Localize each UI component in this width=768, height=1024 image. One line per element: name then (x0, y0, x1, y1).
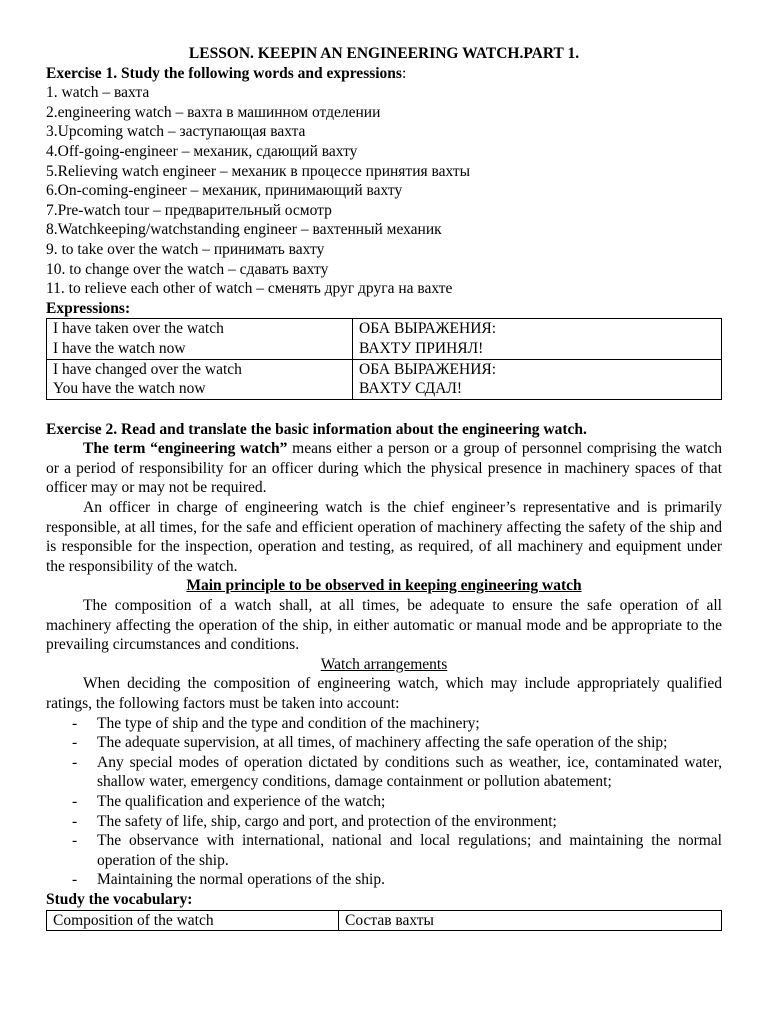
spacer (46, 400, 722, 420)
expression-ru: ВАХТУ СДАЛ! (359, 380, 463, 398)
paragraph-arrangements: When deciding the composition of engineering watch, which may include appropriately qualified ratings, the following factors must be taken into account: (46, 675, 722, 712)
expression-ru: ОБА ВЫРАЖЕНИЯ: (359, 320, 497, 338)
table-row (47, 910, 722, 931)
list-item (46, 733, 722, 753)
exercise1-heading-text: Exercise 1. Study the following words and expressions (46, 64, 402, 82)
list-item (46, 812, 722, 832)
list-item: 9. to take over the watch – принимать вахту (46, 240, 325, 258)
factor-text: The safety of life, ship, cargo and port, and protection of the environment; (97, 812, 557, 830)
list-item (46, 831, 722, 870)
list-item (46, 792, 722, 812)
vocabulary-heading: Study the vocabulary: (46, 890, 193, 908)
factors-list (46, 714, 722, 890)
principle-heading: Main principle to be observed in keeping engineering watch (186, 577, 582, 595)
vocabulary-table (46, 910, 722, 932)
dash-marker: - (72, 753, 78, 771)
dash-marker: - (72, 832, 78, 850)
arrangements-heading: Watch arrangements (320, 655, 448, 673)
factor-text: The observance with international, national and local regulations; and maintaining the normal operation of the ship. (97, 832, 722, 869)
factor-text: The adequate supervision, at all times, of machinery affecting the safe operation of the ship; (97, 734, 668, 752)
table-row (47, 319, 722, 359)
list-item: 8.Watchkeeping/watchstanding engineer – вахтенный механик (46, 221, 442, 239)
factor-text: Maintaining the normal operations of the ship. (97, 871, 385, 889)
dash-marker: - (72, 734, 78, 752)
dash-marker: - (72, 812, 78, 830)
list-item: 6.On-coming-engineer – механик, принимающий вахту (46, 182, 403, 200)
factor-text: The type of ship and the type and condition of the machinery; (97, 714, 480, 732)
list-item: 7.Pre-watch tour – предварительный осмотр (46, 201, 332, 219)
table-row (47, 359, 722, 399)
dash-marker: - (72, 714, 78, 732)
dash-marker: - (72, 792, 78, 810)
table-cell-russian (353, 319, 722, 359)
list-item: 1. watch – вахта (46, 84, 150, 102)
exercise1-heading (46, 64, 722, 84)
factor-text: Any special modes of operation dictated by conditions such as weather, ice, contaminated water, shallow water, emergency conditions, damage containment or pollution abatement; (97, 753, 722, 791)
expression-en: I have the watch now (53, 339, 186, 357)
term-rest: means either a person or a group of personnel comprising the watch or a period of responsibility for an officer during which the physical presence in machinery spaces of that officer may or may not be required. (46, 440, 722, 497)
vocabulary-list (46, 83, 722, 299)
paragraph-principle: The composition of a watch shall, at all times, be adequate to ensure the safe operation of all machinery affecting the operation of the ship, in either automatic or manual mode and be appropriate to the prevailing circumstances and conditions. (46, 597, 722, 654)
table-cell-english (47, 359, 353, 399)
document-content (46, 44, 722, 931)
dash-marker: - (72, 871, 78, 889)
expression-en: I have changed over the watch (53, 360, 242, 378)
paragraph-term (46, 439, 722, 498)
expression-en: You have the watch now (53, 380, 206, 398)
list-item: 3.Upcoming watch – заступающая вахта (46, 123, 306, 141)
list-item: 11. to relieve each other of watch – сменять друг друга на вахте (46, 280, 453, 298)
expressions-table (46, 318, 722, 399)
list-item (46, 753, 722, 792)
paragraph-officer: An officer in charge of engineering watch is the chief engineer’s representative and is primarily responsible, at all times, for the safe and efficient operation of machinery affecting the safety of the ship and is responsible for the inspection, operation and testing, as required, of all machinery and equipment under the responsibility of the watch. (46, 499, 722, 575)
list-item (46, 714, 722, 734)
factor-text: The qualification and experience of the watch; (97, 792, 386, 810)
expression-ru: ОБА ВЫРАЖЕНИЯ: (359, 360, 497, 378)
vocab-cell-english: Composition of the watch (47, 910, 339, 931)
list-item: 2.engineering watch – вахта в машинном отделении (46, 103, 381, 121)
expressions-heading: Expressions: (46, 299, 131, 317)
exercise1-heading-colon: : (401, 64, 407, 82)
exercise2-heading: Exercise 2. Read and translate the basic information about the engineering watch. (46, 420, 587, 438)
vocab-cell-russian: Состав вахты (339, 910, 722, 931)
expression-en: I have taken over the watch (53, 320, 224, 338)
list-item: 5.Relieving watch engineer – механик в процессе принятия вахты (46, 162, 471, 180)
term-bold: The term “engineering watch” (83, 440, 288, 458)
list-item: 10. to change over the watch – сдавать вахту (46, 260, 329, 278)
table-cell-english (47, 319, 353, 359)
expression-ru: ВАХТУ ПРИНЯЛ! (359, 339, 484, 357)
lesson-title: LESSON. KEEPIN AN ENGINEERING WATCH.PART 1. (188, 45, 580, 62)
list-item: 4.Off-going-engineer – механик, сдающий вахту (46, 142, 358, 160)
list-item (46, 870, 722, 890)
table-cell-russian (353, 359, 722, 399)
